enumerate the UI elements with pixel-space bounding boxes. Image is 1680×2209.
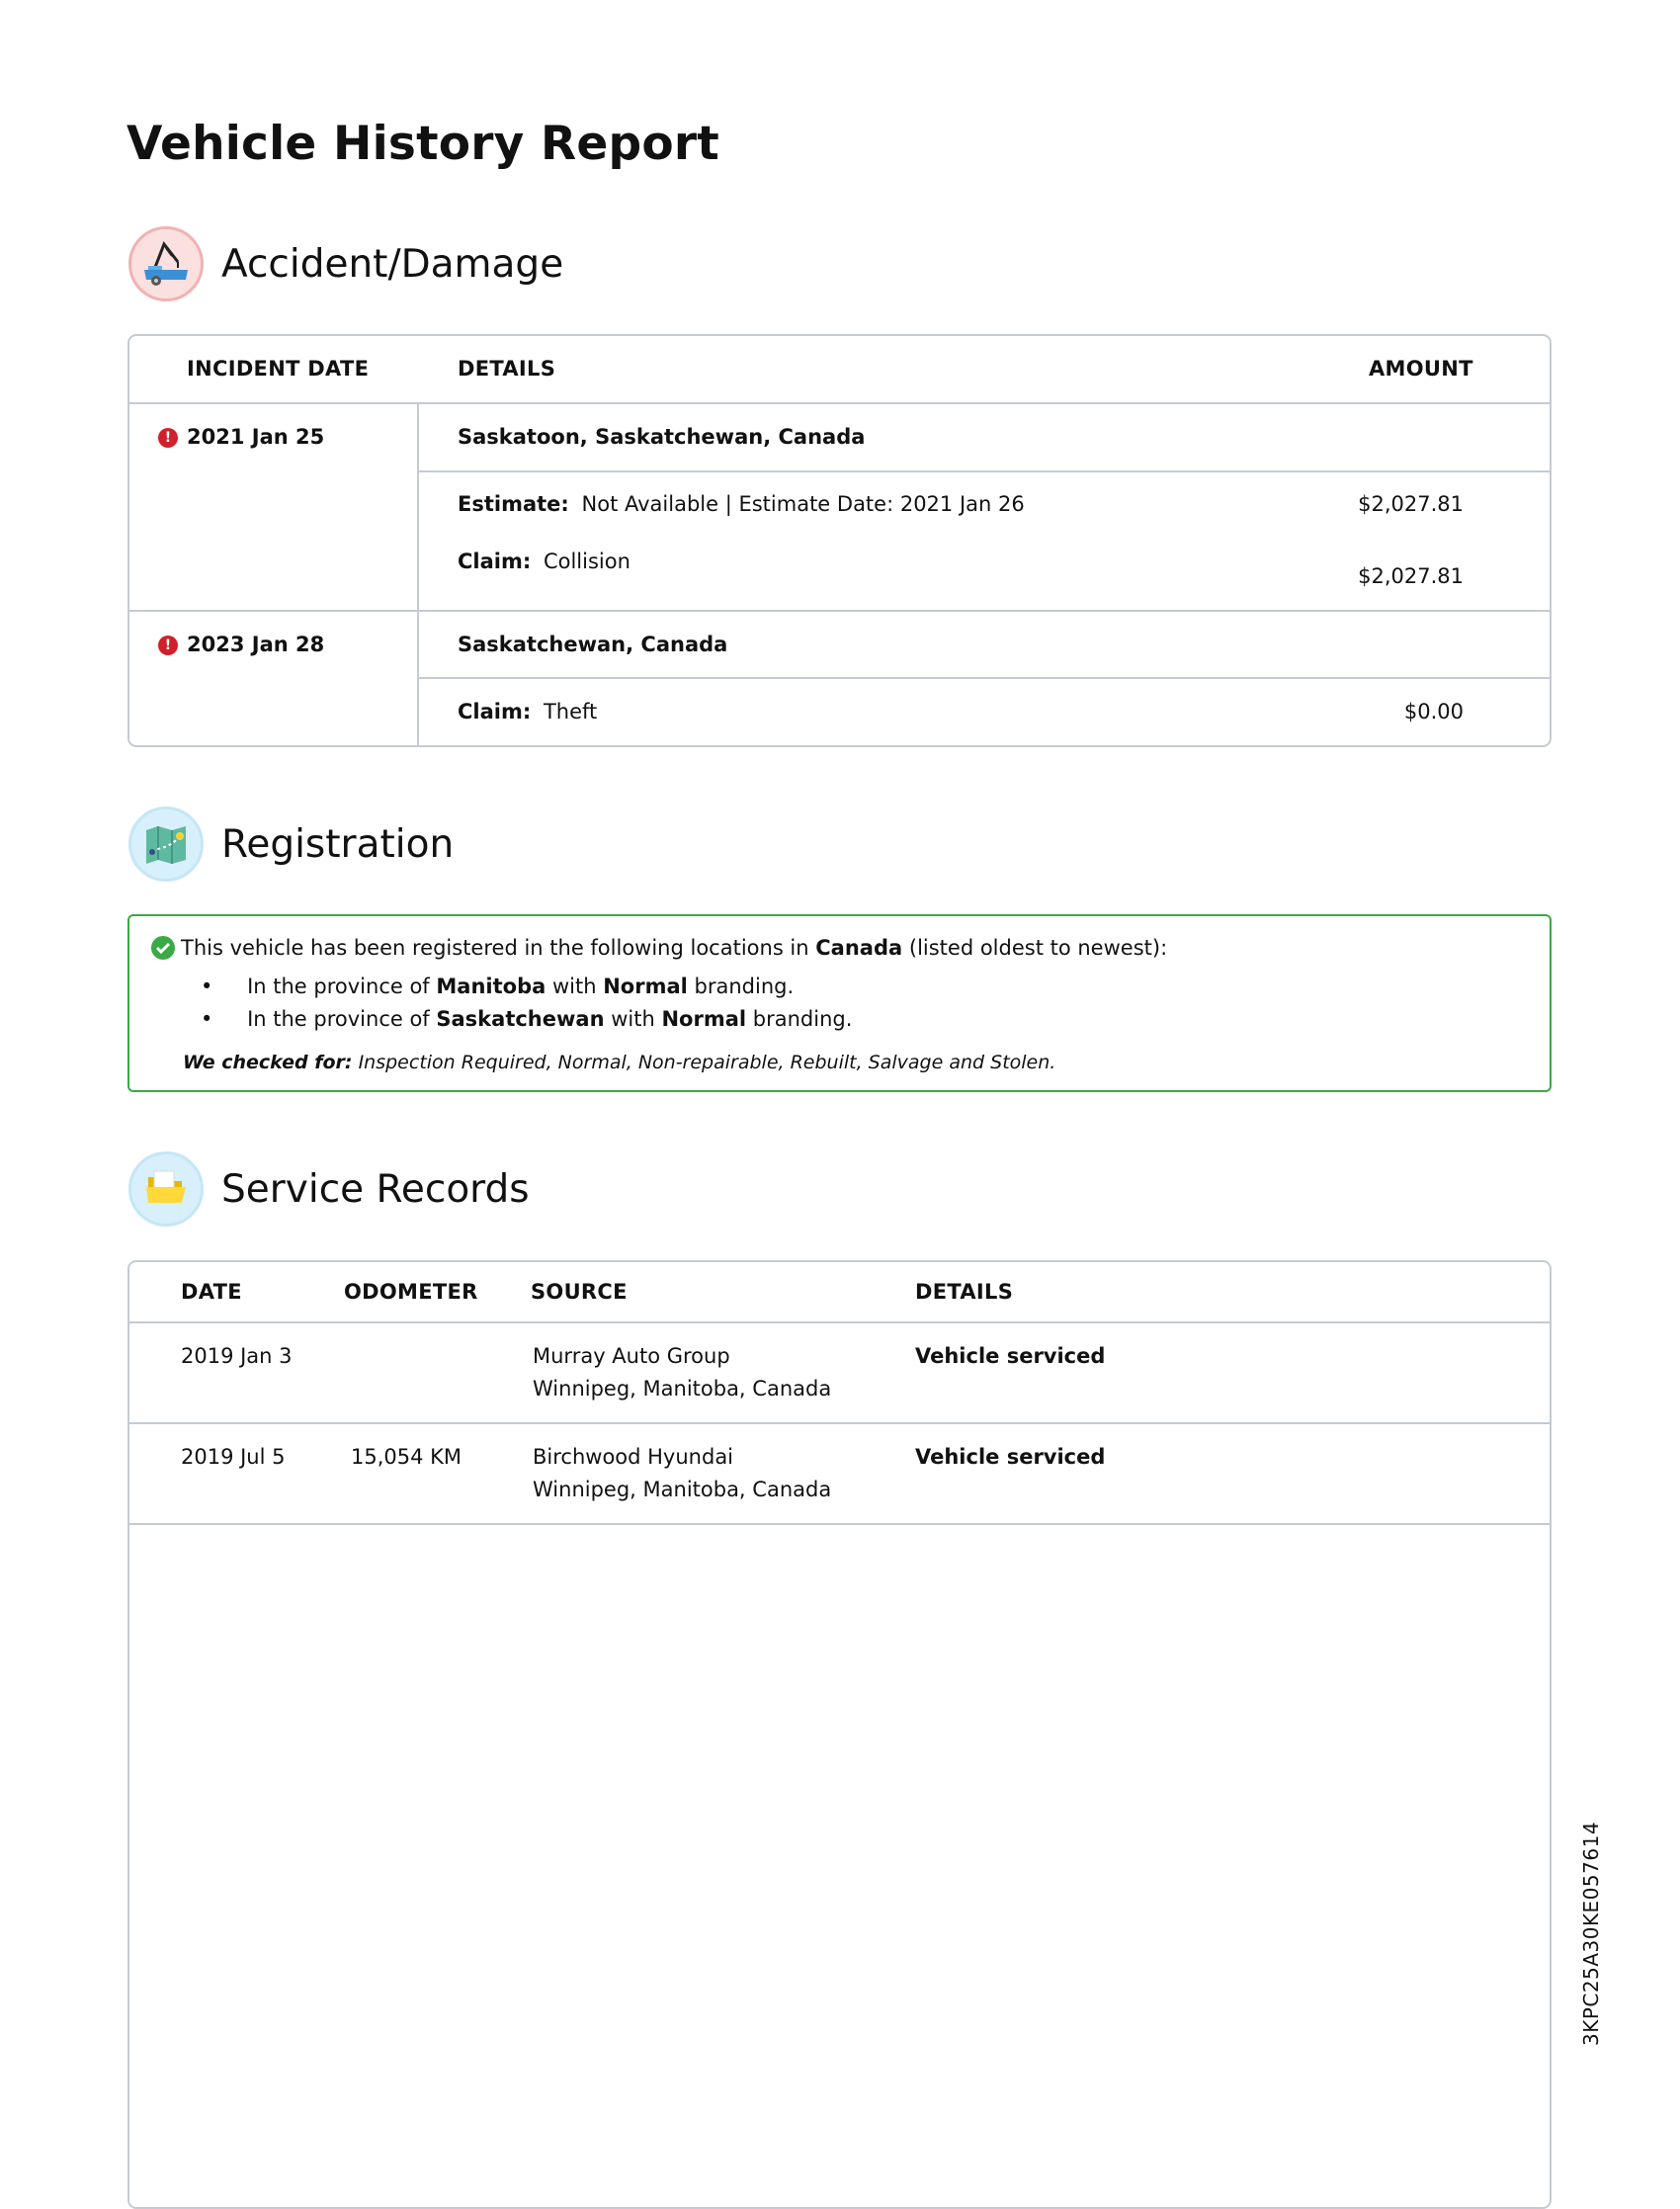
item-suffix: branding. xyxy=(752,1007,853,1031)
claim-label: Claim: xyxy=(458,550,532,573)
column-header-details: DETAILS xyxy=(458,357,556,381)
service-source-location: Winnipeg, Manitoba, Canada xyxy=(533,1478,832,1501)
service-details: Vehicle serviced xyxy=(915,1344,1106,1368)
incident-date: 2021 Jan 25 xyxy=(187,425,325,449)
registration-item xyxy=(201,1007,852,1031)
item-province: Saskatchewan xyxy=(436,1007,605,1031)
service-section-header xyxy=(128,1149,530,1229)
incident-location: Saskatoon, Saskatchewan, Canada xyxy=(458,425,866,449)
intro-text: This vehicle has been registered in the following locations in xyxy=(181,936,809,960)
alert-icon: ! xyxy=(158,428,178,448)
alert-icon: ! xyxy=(158,636,178,655)
estimate-amount: $2,027.81 xyxy=(1358,492,1464,516)
claim-amount: $2,027.81 xyxy=(1358,564,1464,588)
check-icon xyxy=(151,936,175,960)
column-header-source: SOURCE xyxy=(531,1280,628,1304)
service-source-name: Murray Auto Group xyxy=(533,1344,730,1368)
service-date: 2019 Jan 3 xyxy=(181,1344,293,1368)
item-with: with xyxy=(551,975,597,998)
item-province: Manitoba xyxy=(436,975,546,998)
item-prefix: In the province of xyxy=(247,975,430,998)
service-odometer: 15,054 KM xyxy=(351,1445,462,1469)
vin-number: 3KPC25A30KE057614 xyxy=(1579,1821,1603,2046)
accident-section-header xyxy=(128,224,563,303)
item-brand: Normal xyxy=(661,1007,747,1031)
service-details: Vehicle serviced xyxy=(915,1445,1106,1469)
checked-label: We checked for: xyxy=(183,1052,353,1073)
column-header-date: DATE xyxy=(181,1280,242,1304)
map-icon xyxy=(128,807,204,882)
incident-date: 2023 Jan 28 xyxy=(187,633,325,656)
column-header-details: DETAILS xyxy=(915,1280,1014,1304)
claim-line xyxy=(458,550,630,573)
column-header-incident-date: INCIDENT DATE xyxy=(187,357,370,381)
claim-text: Collision xyxy=(543,550,630,573)
accident-table xyxy=(127,334,1552,747)
service-date: 2019 Jul 5 xyxy=(181,1445,286,1469)
registration-box xyxy=(127,914,1552,1092)
item-brand: Normal xyxy=(603,975,688,998)
service-source-name: Birchwood Hyundai xyxy=(533,1445,734,1469)
estimate-line xyxy=(458,492,1025,516)
item-prefix: In the province of xyxy=(247,1007,430,1031)
bullet: • xyxy=(201,1007,213,1031)
intro-suffix: (listed oldest to newest): xyxy=(908,936,1168,960)
claim-amount: $0.00 xyxy=(1403,700,1464,723)
accident-section-title: Accident/Damage xyxy=(221,241,564,287)
registration-intro xyxy=(181,936,1167,960)
intro-country: Canada xyxy=(815,936,903,960)
service-records-table xyxy=(127,1260,1552,2209)
tow-truck-icon xyxy=(128,226,204,301)
registration-section-title: Registration xyxy=(221,821,455,867)
claim-line xyxy=(458,700,597,723)
checked-for-note xyxy=(183,1052,1055,1073)
item-suffix: branding. xyxy=(694,975,795,998)
bullet: • xyxy=(201,975,213,998)
folder-icon xyxy=(128,1151,204,1227)
estimate-label: Estimate: xyxy=(458,492,569,516)
item-with: with xyxy=(611,1007,655,1031)
claim-text: Theft xyxy=(543,700,598,723)
claim-label: Claim: xyxy=(458,700,532,723)
incident-location: Saskatchewan, Canada xyxy=(458,633,728,656)
service-section-title: Service Records xyxy=(221,1166,530,1212)
column-header-amount: AMOUNT xyxy=(1369,357,1473,381)
service-source-location: Winnipeg, Manitoba, Canada xyxy=(533,1377,832,1401)
registration-section-header xyxy=(128,805,454,884)
page-title: Vehicle History Report xyxy=(126,117,719,171)
checked-text: Inspection Required, Normal, Non-repairable, Rebuilt, Salvage and Stolen. xyxy=(358,1052,1056,1073)
column-header-odometer: ODOMETER xyxy=(344,1280,478,1304)
registration-item xyxy=(201,975,794,998)
estimate-text: Not Available | Estimate Date: 2021 Jan 26 xyxy=(581,492,1025,516)
